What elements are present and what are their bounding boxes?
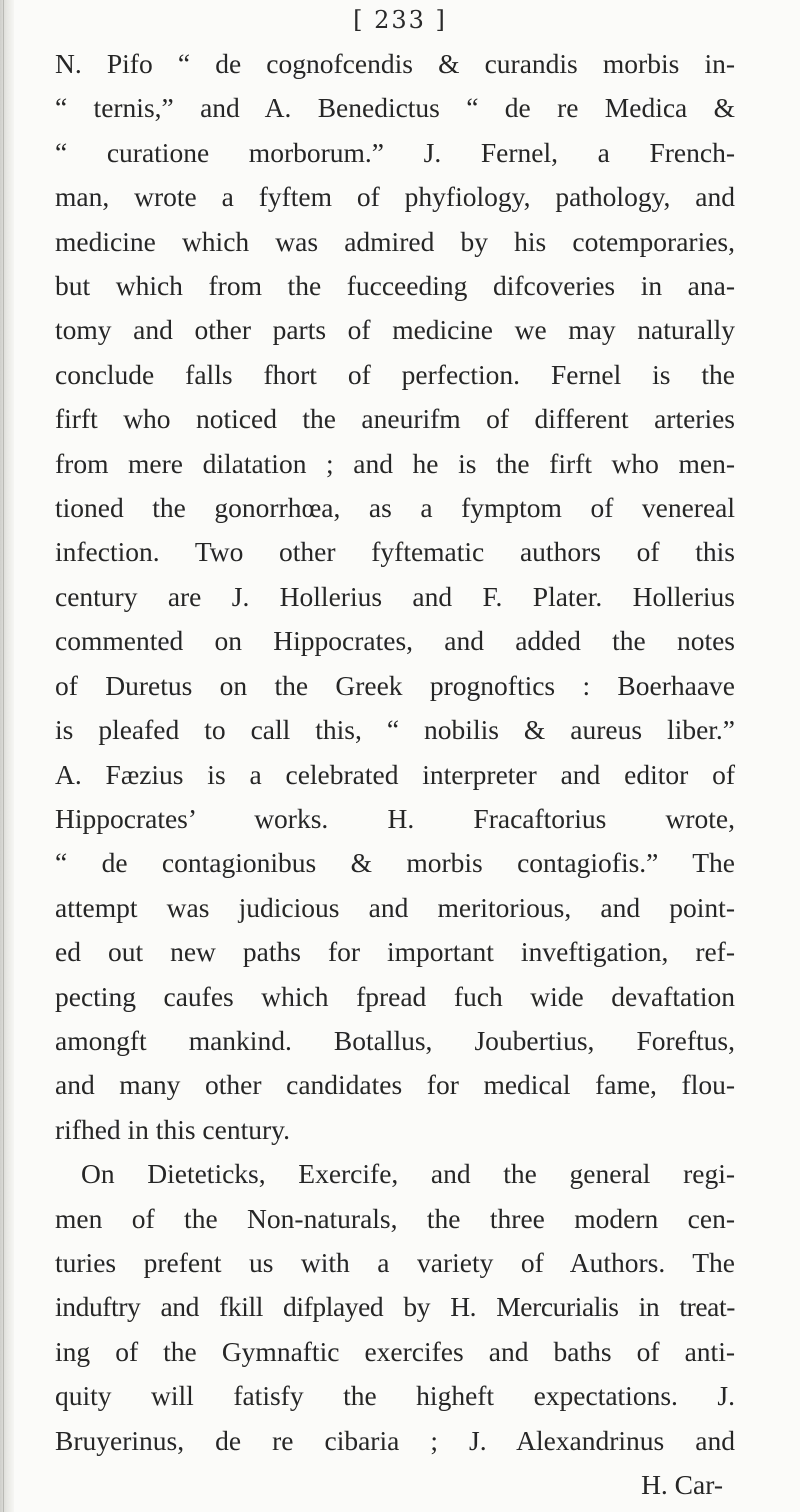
page-binding-shadow (3, 0, 4, 1512)
text-line: Hippocrates’ works. H. Fracaftorius wrote, (55, 802, 735, 834)
text-line: commented on Hippocrates, and added the notes (55, 625, 735, 657)
text-line: but which from the fucceeding difcoveries in ana- (55, 270, 735, 302)
text-line: A. Fæzius is a celebrated interpreter and editor of (55, 758, 735, 790)
text-line: pecting caufes which fpread fuch wide devaftation (55, 980, 735, 1012)
text-line: “ curatione morborum.” J. Fernel, a French- (55, 136, 735, 168)
text-line: “ ternis,” and A. Benedictus “ de re Medica & (55, 92, 735, 124)
text-line: conclude falls fhort of perfection. Fernel is the (55, 358, 735, 390)
text-line: ing of the Gymnaftic exercifes and baths of anti- (55, 1335, 735, 1367)
text-line: induftry and fkill difplayed by H. Mercurialis in treat- (55, 1291, 735, 1323)
text-line: medicine which was admired by his cotemporaries, (55, 225, 735, 257)
text-line: infection. Two other fyftematic authors of this (55, 536, 735, 568)
text-line: ed out new paths for important inveftigation, ref- (55, 936, 735, 968)
text-line: Bruyerinus, de re cibaria ; J. Alexandrinus and (55, 1424, 735, 1456)
text-line: from mere dilatation ; and he is the firft who men- (55, 447, 735, 479)
text-line: is pleafed to call this, “ nobilis & aureus liber.” (55, 714, 735, 746)
text-line: amongft mankind. Botallus, Joubertius, Foreftus, (55, 1024, 735, 1056)
text-line: “ de contagionibus & morbis contagiofis.” The (55, 847, 735, 879)
text-line: tioned the gonorrhœa, as a fymptom of venereal (55, 492, 735, 524)
text-line: men of the Non-naturals, the three modern cen- (55, 1202, 735, 1234)
text-line: century are J. Hollerius and F. Plater. Hollerius (55, 580, 735, 612)
text-line: tomy and other parts of medicine we may naturally (55, 314, 735, 346)
page-number: [ 233 ] (353, 6, 447, 34)
text-line: N. Pifo “ de cognofcendis & curandis morbis in- (55, 48, 735, 79)
catchword: H. Car- (641, 1469, 723, 1500)
text-line: firft who noticed the aneurifm of different arteries (55, 403, 735, 435)
text-line: turies prefent us with a variety of Authors. The (55, 1246, 735, 1278)
text-line: and many other candidates for medical fame, flou- (55, 1069, 735, 1101)
text-line: attempt was judicious and meritorious, and point- (55, 891, 735, 923)
body-text (55, 42, 735, 1507)
text-line: rifhed in this century. (55, 1113, 290, 1145)
text-line: of Duretus on the Greek prognoftics : Boerhaave (55, 669, 735, 701)
paragraph-start-line: On Dieteticks, Exercife, and the general regi- (81, 1158, 735, 1190)
text-line: man, wrote a fyftem of phyfiology, pathology, and (55, 181, 735, 213)
text-line: quity will fatisfy the higheft expectations. J. (55, 1380, 735, 1412)
